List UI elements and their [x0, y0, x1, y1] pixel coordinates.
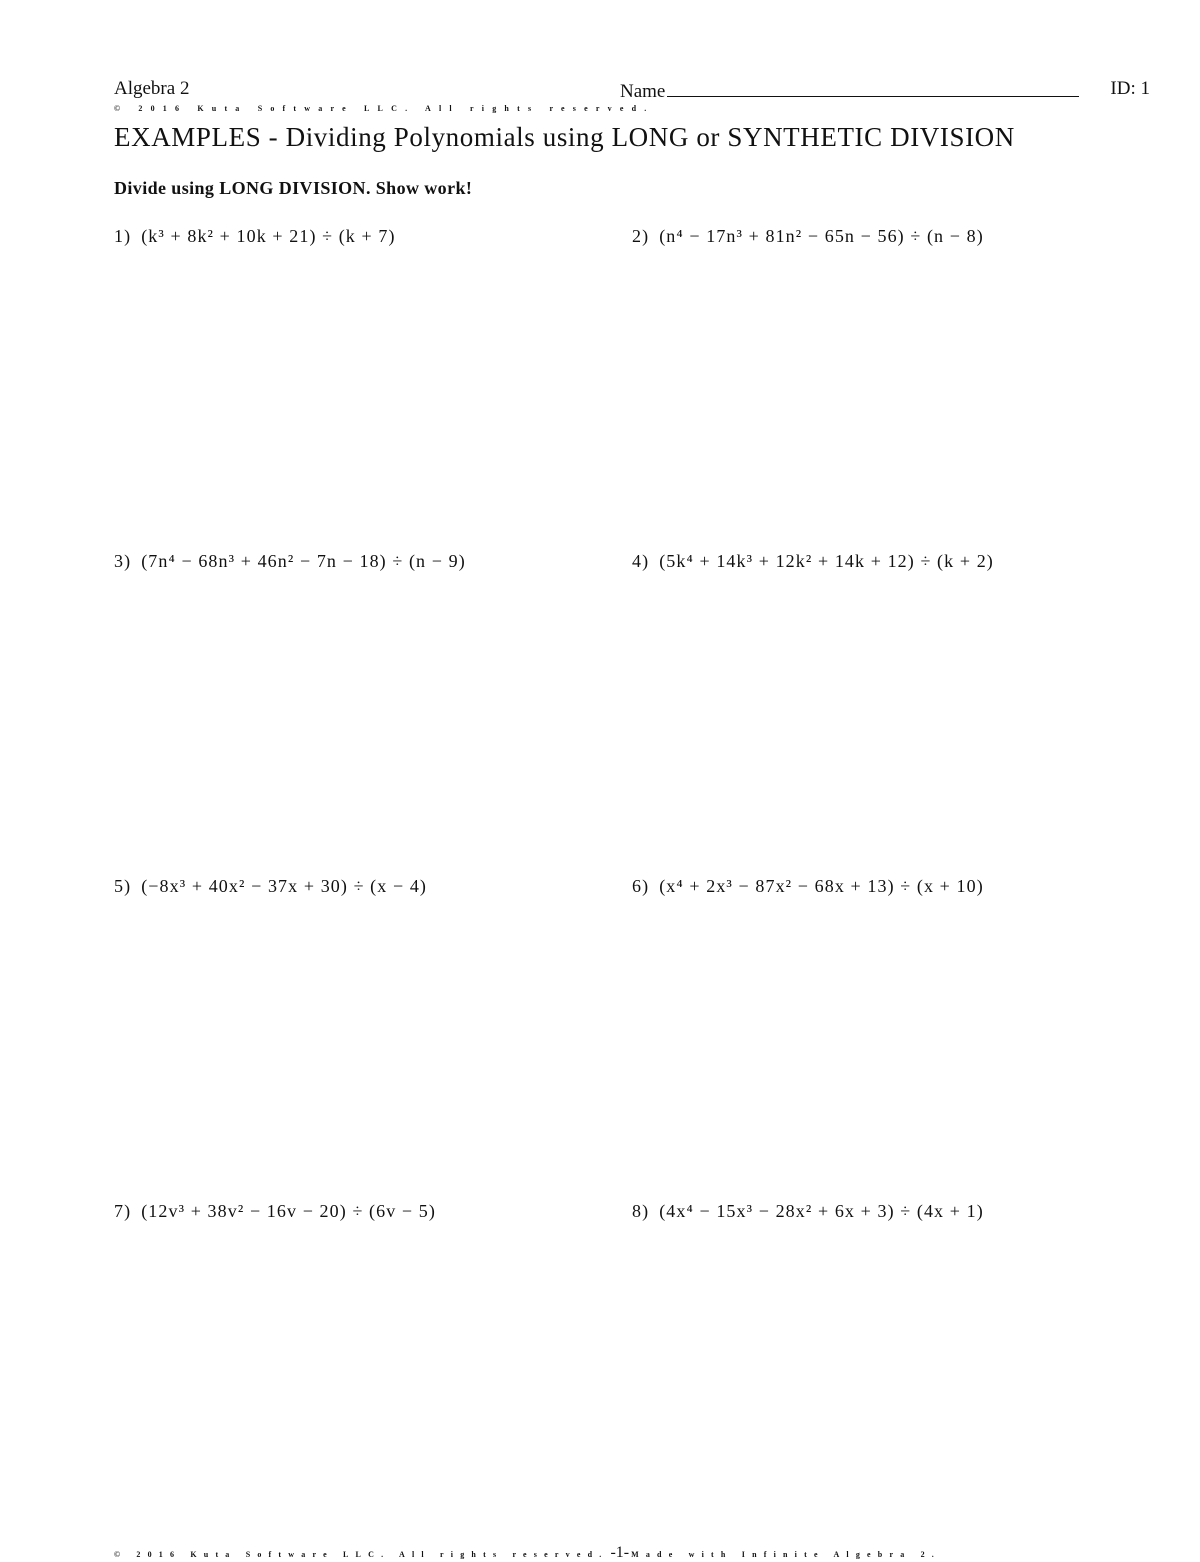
- problem-expression: (n⁴ − 17n³ + 81n² − 65n − 56) ÷ (n − 8): [659, 226, 984, 246]
- problem-3: [114, 551, 466, 572]
- problem-7: [114, 1201, 436, 1222]
- problem-expression: (x⁴ + 2x³ − 87x² − 68x + 13) ÷ (x + 10): [659, 876, 984, 896]
- name-field: [620, 78, 1079, 103]
- problem-1: [114, 226, 396, 247]
- problem-expression: (k³ + 8k² + 10k + 21) ÷ (k + 7): [141, 226, 396, 246]
- problem-number: 8): [632, 1201, 650, 1221]
- problem-expression: (−8x³ + 40x² − 37x + 30) ÷ (x − 4): [141, 876, 428, 896]
- problem-2: [632, 226, 984, 247]
- page-number: -1-: [610, 1544, 630, 1561]
- footer-made-with: Made with Infinite Algebra 2.: [631, 1550, 942, 1559]
- problem-number: 1): [114, 226, 132, 246]
- copyright-notice: © 2016 Kuta Software LLC. All rights reserved.: [114, 104, 655, 113]
- problem-number: 5): [114, 876, 132, 896]
- instructions: Divide using LONG DIVISION. Show work!: [114, 178, 473, 198]
- problem-expression: (12v³ + 38v² − 16v − 20) ÷ (6v − 5): [141, 1201, 436, 1221]
- problem-8: [632, 1201, 984, 1222]
- problem-expression: (5k⁴ + 14k³ + 12k² + 14k + 12) ÷ (k + 2): [659, 551, 994, 571]
- problem-expression: (7n⁴ − 68n³ + 46n² − 7n − 18) ÷ (n − 9): [141, 551, 466, 571]
- worksheet-title: EXAMPLES - Dividing Polynomials using LONG or SYNTHETIC DIVISION: [114, 122, 1015, 152]
- footer-copyright: © 2016 Kuta Software LLC. All rights reserved.: [114, 1550, 609, 1559]
- footer: [114, 1544, 941, 1562]
- problem-number: 4): [632, 551, 650, 571]
- problem-number: 3): [114, 551, 132, 571]
- problem-6: [632, 876, 984, 897]
- name-blank-line: [667, 78, 1079, 97]
- course-title: Algebra 2: [114, 78, 190, 99]
- problem-number: 6): [632, 876, 650, 896]
- id-label: ID: 1: [1110, 78, 1150, 99]
- header: [114, 78, 1150, 102]
- problem-expression: (4x⁴ − 15x³ − 28x² + 6x + 3) ÷ (4x + 1): [659, 1201, 984, 1221]
- problem-5: [114, 876, 427, 897]
- problem-number: 7): [114, 1201, 132, 1221]
- name-label: Name: [620, 81, 666, 102]
- problem-number: 2): [632, 226, 650, 246]
- problem-4: [632, 551, 994, 572]
